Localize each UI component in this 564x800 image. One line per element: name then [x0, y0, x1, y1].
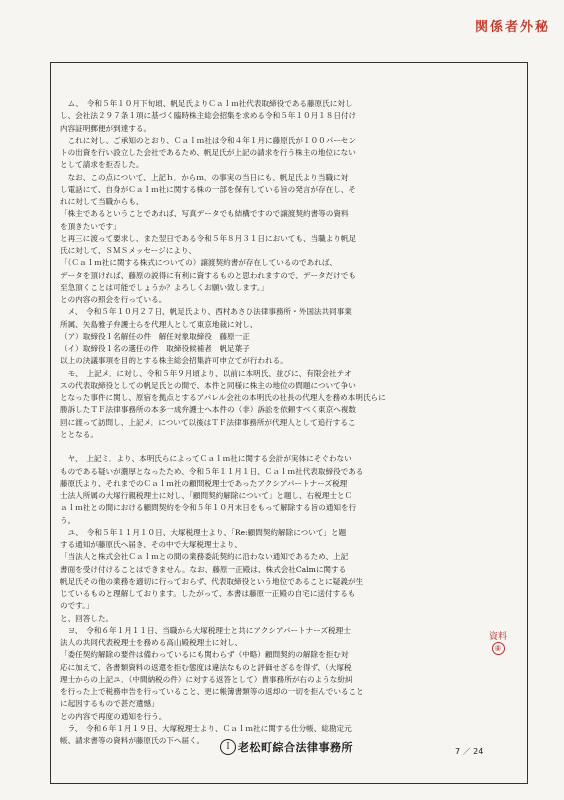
page-number: 7 ／ 24 — [455, 747, 484, 756]
body-line: 以上の決議事項を目的とする株主総会招集許可申立てが行われる。 — [60, 356, 288, 366]
body-line: スの代表取締役としての帆足氏との間で、本件と同様に株主の地位の問題について争い — [60, 380, 356, 390]
exhibit-stamp-number: ⑧ — [492, 642, 505, 655]
body-line: 藤原氏より、それまでのＣａｌｍ社の顧問税理士であったアクシアパートナーズ税理 — [60, 478, 348, 488]
body-line: 「委任契約解除の要件は備わっているにも関わらず（中略）顧問契約の解除を拒む対 — [60, 650, 349, 660]
body-line: として請求を拒否した。 — [60, 160, 144, 170]
body-line: トの出資を行い設立した会社であるため、帆足氏が上記の請求を行う株主の地位にない — [60, 148, 356, 157]
body-line: し電話にて、自身がＣａｌｍ社に関する株の一部を保有している旨の発言が存在し、そ — [60, 184, 356, 194]
body-line: 回に渡って訪問し、上記メ．について以後はＴＦ法律事務所が代理人として追行するこ — [60, 417, 356, 427]
body-line: ものである疑いが濃厚となったため、令和５年１１月１日、Ｃａｌｍ社代表取締役である — [60, 466, 364, 476]
body-line: 「当法人と株式会社Ｃａｌｍとの間の業務委託契約に沿わない通知であるため、上記 — [60, 552, 349, 562]
body-line: れに対して当職からも、 — [60, 197, 144, 206]
body-line — [60, 441, 515, 453]
body-line: ラ、 令和６年１月１９日、大塚税理士より、Ｃａｌｍ社に関する仕分帳、総勘定元 — [60, 723, 352, 733]
body-line: 勝訴したＴＦ法律事務所の本多一成弁護士へ本件の（非）訴訟を依頼すべく東京へ複数 — [60, 405, 356, 415]
body-line: 士法人所属の大塚行親税理士に対し、「顧問契約解除について」と題し、右税理士とＣ — [60, 491, 353, 500]
body-line: との内容で再度の通知を行う。 — [60, 711, 167, 721]
body-line: メ、 令和５年１０月２７日、帆足氏より、西村あさひ法律事務所・外国法共同事業 — [60, 307, 352, 317]
body-line: 所属、矢島雅子弁護士らを代理人として東京地裁に対し、 — [60, 319, 258, 329]
body-line: 帳、請求書等の資料が藤原氏の下へ届く。 — [60, 736, 205, 745]
body-line: ヤ、 上記ミ．より、本明氏らによってＣａｌｍ社に関する会計が実体にそぐわない — [60, 454, 352, 464]
body-line: じているものと理解しております。したがって、本書は藤原一正殿の自宅に送付するも — [60, 589, 356, 598]
body-line: 「株主であるということであれば、写真データでも結構ですので譲渡契約書等の資料 — [60, 209, 349, 219]
body-line: ととなる。 — [60, 429, 98, 439]
body-line: （イ）取締役１名の選任の件 取締役候補者 帆足葉子 — [60, 344, 250, 353]
body-line: ユ、 令和５年１１月１０日、大塚税理士より、「Re:顧問契約解除について」と題 — [60, 527, 347, 537]
body-line: なお、この点について、上記ｈ．からｍ．の事実の当日にも、帆足氏より当職に対 — [60, 172, 349, 182]
body-line: 内容証明郵便が到達する。 — [60, 123, 152, 133]
exhibit-stamp-text: 資料 — [488, 632, 507, 642]
body-line: 「（Ｃａｌｍ社に関する株式についての）譲渡契約書が存在しているのであれば、 — [60, 258, 338, 268]
body-line: ム、 令和５年１０月下旬頃、帆足氏よりＣａｌｍ社代表取締役である藤原氏に対し — [60, 99, 353, 108]
body-line: ヨ、 令和６年１月１１日、当職から大塚税理士と共にアクシアパートナーズ税理士 — [60, 625, 351, 635]
body-line: （ア）取締役１名解任の件 解任対象取締役 藤原一正 — [60, 331, 250, 341]
firm-name: 老松町綜合法律事務所 — [238, 741, 353, 754]
body-line: を行った上で税務申告を行っていること、更に帳簿書類等の返却の一切を拒んでいること — [60, 687, 364, 696]
body-line: 氏に対して、ＳＭＳメッセージにより、 — [60, 246, 197, 255]
body-line: ａｌｍ社との間における顧問契約を令和５年１０月末日をもって解除する旨の通知を行 — [60, 503, 357, 513]
body-line: う。 — [60, 515, 76, 525]
body-line: データを頂ければ、藤原の説得に有利に資するものと思われますので、データだけでも — [60, 270, 356, 280]
body-line: に起因するもので甚だ遺憾」 — [60, 699, 159, 709]
body-line: する通知が藤原氏へ届き、その中で大塚税理士より、 — [60, 540, 242, 549]
body-line: 帆足氏その他の業務を適切に行っておらず、代表取締役という地位であることに疑義が生 — [60, 576, 364, 586]
body-line: を頂きたいです」 — [60, 221, 121, 231]
body-line: 応に加えて、各書類資料の返還を拒む態度は違法なものと評価せざるを得ず、（大塚税 — [60, 662, 352, 672]
body-line: これに対し、ご承知のとおり、Ｃａｌｍ社は令和４年１月に藤原氏が１００パーセン — [60, 135, 356, 145]
body-line: と、回答した。 — [60, 613, 114, 623]
body-line: 理士からの上記ユ．（中間納税の件）に対する返答として）貴事務所が右のような紛糾 — [60, 674, 353, 684]
body-line: 書面を受け付けることはできません。なお、藤原一正殿は、株式会社Calmに関する — [60, 564, 347, 574]
exhibit-stamp — [486, 632, 510, 655]
body-line: 至急頂くことは可能でしょうか？よろしくお願い致します。」 — [60, 282, 269, 292]
confidential-label: 関係者外秘 — [474, 20, 550, 35]
body-line: のです。」 — [60, 601, 94, 611]
body-line: と再三に渡って要求し、また翌日である令和５年８月３１日においても、当職より帆足 — [60, 233, 357, 243]
body-line: 法人の共同代表税理士を務める高山殿税理士に対し、 — [60, 638, 243, 647]
document-body — [60, 98, 515, 747]
body-line: となった事件に関し、原宿を拠点とするアパレル会社の本明氏の社長の代理人を務め本明氏らに — [60, 393, 386, 402]
body-line: との内容の照会を行っている。 — [60, 295, 167, 304]
body-line: モ、 上記メ．に対し、令和５年９月頃より、以前に本明氏、並びに、有限会社テオ — [60, 368, 352, 378]
firm-logo-icon: Ｉ — [220, 739, 236, 755]
body-line: し、会社法２９７条１項に基づく臨時株主総会招集を求める令和５年１０月１８日付け — [60, 111, 357, 121]
